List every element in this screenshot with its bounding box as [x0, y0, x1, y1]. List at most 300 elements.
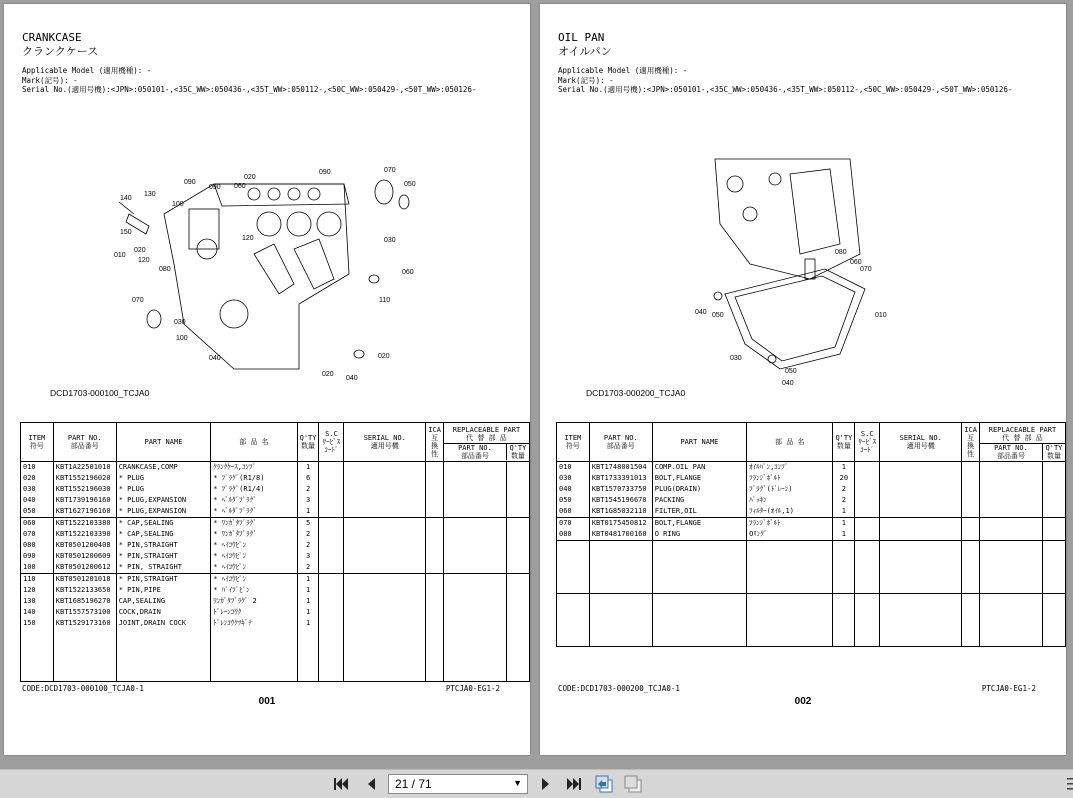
ica-cell [426, 551, 444, 562]
qty-cell: 2 [833, 484, 855, 495]
two-page-view-icon[interactable] [622, 774, 644, 794]
sc-cell [319, 562, 344, 574]
replace-qty-cell [506, 484, 529, 495]
item-cell: 130 [21, 596, 54, 607]
table-row [21, 585, 530, 596]
serial-cell [344, 629, 426, 682]
page-oil-pan [540, 4, 1066, 755]
part-no-cell: KBT1739196160 [53, 495, 116, 506]
jp-name-cell: ｸﾗﾝｸｹｰｽ,ｺﾝﾌﾟ [211, 462, 297, 474]
th-qty: Q'TY 数量 [297, 423, 319, 462]
toolbar-menu-handle[interactable] [1067, 774, 1073, 794]
th-sc: S.C ｻｰﾋﾞｽ ｺｰﾄﾞ [319, 423, 344, 462]
table-row [21, 629, 530, 682]
svg-text:100: 100 [176, 335, 188, 342]
part-no-cell: KBT1733391013 [589, 473, 652, 484]
table-row [21, 618, 530, 629]
replace-part-no-cell [443, 585, 506, 596]
svg-text:040: 040 [695, 309, 707, 316]
part-name-cell: * PLUG [116, 484, 211, 495]
qty-cell: 6 [297, 473, 319, 484]
svg-text:010: 010 [875, 312, 887, 319]
svg-text:120: 120 [242, 235, 254, 242]
jp-name-cell: * ﾌﾟﾗｸﾞ(R1/4) [211, 484, 297, 495]
item-cell: 060 [21, 518, 54, 530]
ica-cell [426, 518, 444, 530]
th-item: ITEM 符号 [21, 423, 54, 462]
part-no-cell: KBT1570733750 [589, 484, 652, 495]
serial-cell [344, 574, 426, 586]
jp-name-cell: * ﾜﾝｶﾞﾀﾌﾟﾗｸﾞ [211, 518, 297, 530]
th-item: ITEM 符号 [557, 423, 590, 462]
part-no-cell: KBT1552196030 [53, 484, 116, 495]
diagram-code: DCD1703-000100_TCJA0 [50, 388, 150, 398]
th-ica: ICA 互 換 性 [962, 423, 980, 462]
replace-part-no-cell [443, 518, 506, 530]
part-no-cell: KBT1529173160 [53, 618, 116, 629]
ica-cell [426, 618, 444, 629]
svg-text:070: 070 [860, 266, 872, 273]
chevron-down-icon: ▼ [513, 778, 522, 788]
serial-cell [344, 495, 426, 506]
sc-cell [855, 506, 880, 518]
ica-cell [962, 484, 980, 495]
serial-cell [880, 462, 962, 474]
qty-cell: 1 [297, 607, 319, 618]
serial-cell [344, 462, 426, 474]
serial-cell [880, 518, 962, 530]
part-name-cell: * PIN,PIPE [116, 585, 211, 596]
item-cell: 140 [21, 607, 54, 618]
sc-cell [319, 607, 344, 618]
part-name-cell: CRANKCASE,COMP [116, 462, 211, 474]
replace-part-no-cell [443, 484, 506, 495]
table-row [557, 506, 1066, 518]
table-row [21, 484, 530, 495]
replace-qty-cell [1042, 541, 1065, 594]
ica-cell [962, 518, 980, 530]
table-row [21, 551, 530, 562]
part-no-cell [589, 541, 652, 594]
qty-cell: 1 [833, 462, 855, 474]
table-row [21, 529, 530, 540]
jp-name-cell: ﾜﾝｶﾞﾀﾌﾟﾗｸﾞ 2 [211, 596, 297, 607]
part-no-cell: KBT0501200612 [53, 562, 116, 574]
part-name-cell [116, 629, 211, 682]
th-part-no: PART NO. 部品番号 [53, 423, 116, 462]
jp-name-cell: ﾊﾟｯｷﾝ [747, 495, 833, 506]
qty-cell: 1 [297, 462, 319, 474]
sc-cell [319, 618, 344, 629]
replace-qty-cell [506, 574, 529, 586]
svg-text:020: 020 [134, 247, 146, 254]
svg-text:040: 040 [346, 375, 358, 382]
replace-qty-cell [1042, 495, 1065, 506]
item-cell: 110 [21, 574, 54, 586]
svg-text:090: 090 [209, 184, 221, 191]
svg-text:050: 050 [785, 368, 797, 375]
replace-part-no-cell [443, 562, 506, 574]
part-no-cell: KBT1685196270 [53, 596, 116, 607]
ica-cell [426, 585, 444, 596]
svg-text:030: 030 [174, 319, 186, 326]
page-title: CRANKCASE [22, 31, 82, 44]
item-cell: 010 [21, 462, 54, 474]
sc-cell [319, 540, 344, 551]
replace-qty-cell [1042, 529, 1065, 541]
jp-name-cell: * ﾍｲｺｳﾋﾟﾝ [211, 551, 297, 562]
part-name-cell [652, 541, 746, 594]
replace-qty-cell [506, 596, 529, 607]
part-no-cell: KBT1545196670 [589, 495, 652, 506]
jp-name-cell: Oﾘﾝｸﾞ [747, 529, 833, 541]
th-jp-name: 部 品 名 [747, 423, 833, 462]
table-row [21, 540, 530, 551]
last-page-icon[interactable] [563, 774, 585, 794]
item-cell: 020 [21, 473, 54, 484]
ica-cell [962, 495, 980, 506]
ica-cell [962, 506, 980, 518]
replace-part-no-cell [979, 495, 1042, 506]
qty-cell: 2 [297, 540, 319, 551]
part-name-cell: FILTER,OIL [652, 506, 746, 518]
diagram-code: DCD1703-000200_TCJA0 [586, 388, 686, 398]
replace-part-no-cell [443, 529, 506, 540]
qty-cell: 3 [297, 495, 319, 506]
qty-cell: 1 [297, 506, 319, 518]
serial-cell [344, 506, 426, 518]
part-name-cell: * PIN, STRAIGHT [116, 562, 211, 574]
replace-qty-cell [506, 473, 529, 484]
replace-qty-cell [506, 618, 529, 629]
serial-cell [880, 529, 962, 541]
th-part-no: PART NO. 部品番号 [589, 423, 652, 462]
th-serial: SERIAL NO. 適用号機 [880, 423, 962, 462]
replace-part-no-cell [979, 484, 1042, 495]
oil-pan-diagram [690, 154, 910, 389]
th-ica: ICA 互 換 性 [426, 423, 444, 462]
jp-name-cell: * ﾍｲｺｳﾋﾟﾝ [211, 562, 297, 574]
part-name-cell: * CAP,SEALING [116, 518, 211, 530]
sc-cell [855, 484, 880, 495]
ica-cell [962, 529, 980, 541]
ica-cell [962, 473, 980, 484]
svg-text:090: 090 [319, 169, 331, 176]
item-cell: 120 [21, 585, 54, 596]
item-cell [557, 541, 590, 594]
qty-cell: 1 [297, 574, 319, 586]
jp-name-cell: ﾌﾗﾝｼﾞﾎﾞﾙﾄ [747, 518, 833, 530]
single-page-view-icon[interactable] [593, 774, 615, 794]
ica-cell [426, 495, 444, 506]
serial-info: Serial No.(適用号機):<JPN>:050101-,<35C_WW>:050436-,<35T_WW>:050112-,<50C_WW>:050429-,<50T_WW>:050126- [22, 85, 477, 94]
replace-part-no-cell [979, 529, 1042, 541]
prev-page-icon[interactable] [360, 774, 382, 794]
serial-cell [880, 506, 962, 518]
svg-text:070: 070 [132, 297, 144, 304]
replace-qty-cell [506, 495, 529, 506]
sc-cell [319, 518, 344, 530]
svg-text:100: 100 [172, 201, 184, 208]
qty-cell: 1 [833, 529, 855, 541]
replace-part-no-cell [979, 594, 1042, 647]
replace-part-no-cell [443, 462, 506, 474]
item-cell: 090 [21, 551, 54, 562]
table-row [557, 529, 1066, 541]
replace-qty-cell [1042, 462, 1065, 474]
qty-cell: 1 [833, 506, 855, 518]
serial-cell [344, 529, 426, 540]
item-cell: 030 [557, 473, 590, 484]
footer-code: CODE:DCD1703-000100_TCJA0-1 [22, 684, 144, 693]
jp-name-cell: * ﾊﾟｲﾌﾟﾋﾟﾝ [211, 585, 297, 596]
part-no-cell: KBT1G85032110 [589, 506, 652, 518]
replace-part-no-cell [443, 574, 506, 586]
ica-cell [426, 607, 444, 618]
jp-name-cell [211, 629, 297, 682]
table-row [21, 506, 530, 518]
svg-text:030: 030 [384, 237, 396, 244]
part-name-cell: CAP,SEALING [116, 596, 211, 607]
sc-cell [319, 585, 344, 596]
jp-name-cell: * ﾍｲｺｳﾋﾟﾝ [211, 540, 297, 551]
sc-cell [855, 541, 880, 594]
part-name-cell: JOINT,DRAIN COCK [116, 618, 211, 629]
parts-table [556, 422, 1066, 647]
replace-qty-cell [506, 518, 529, 530]
table-row [557, 518, 1066, 530]
th-jp-name: 部 品 名 [211, 423, 297, 462]
jp-name-cell: ﾄﾞﾚｰﾝｺｳｸ [211, 607, 297, 618]
jp-name-cell: ﾄﾞﾚﾝｺｳｸﾂｷﾞﾃ [211, 618, 297, 629]
svg-text:040: 040 [782, 380, 794, 387]
part-no-cell: KBT0175450812 [589, 518, 652, 530]
qty-cell: 2 [297, 529, 319, 540]
mark: Mark(記号): - [22, 75, 78, 85]
sc-cell [855, 529, 880, 541]
footer-ref: PTCJA0-EG1-2 [445, 684, 500, 693]
qty-cell [833, 594, 855, 647]
sc-cell [319, 495, 344, 506]
sc-cell [855, 462, 880, 474]
serial-cell [344, 484, 426, 495]
sc-cell [855, 594, 880, 647]
qty-cell: 3 [297, 551, 319, 562]
qty-cell: 2 [297, 562, 319, 574]
part-name-cell: BOLT,FLANGE [652, 473, 746, 484]
replace-part-no-cell [443, 540, 506, 551]
replace-qty-cell [506, 540, 529, 551]
th-replaceable: REPLACEABLE PART 代 替 部 品 PART NO. 部品番号 Q'TY 数量 [979, 423, 1065, 462]
replace-qty-cell [506, 562, 529, 574]
sc-cell [855, 495, 880, 506]
applicable-model: Applicable Model (適用機種): - [22, 66, 152, 75]
ica-cell [426, 574, 444, 586]
jp-name-cell: * ﾍｲｺｳﾋﾟﾝ [211, 574, 297, 586]
table-row [557, 473, 1066, 484]
qty-cell: 1 [297, 618, 319, 629]
replace-qty-cell [506, 529, 529, 540]
jp-name-cell: * ﾍﾞﾙﾀﾞﾌﾟﾗｸﾞ [211, 495, 297, 506]
replace-part-no-cell [443, 607, 506, 618]
ica-cell [426, 562, 444, 574]
part-name-cell: COCK,DRAIN [116, 607, 211, 618]
th-replaceable: REPLACEABLE PART 代 替 部 品 PART NO. 部品番号 Q'TY 数量 [443, 423, 529, 462]
jp-name-cell [747, 541, 833, 594]
replace-qty-cell [506, 607, 529, 618]
svg-text:030: 030 [730, 355, 742, 362]
sc-cell [319, 506, 344, 518]
item-cell: 050 [557, 495, 590, 506]
part-name-cell: * PIN,STRAIGHT [116, 540, 211, 551]
th-part-name: PART NAME [652, 423, 746, 462]
serial-cell [880, 495, 962, 506]
table-row [557, 594, 1066, 647]
svg-text:060: 060 [234, 183, 246, 190]
part-no-cell: KBT1522103380 [53, 518, 116, 530]
table-row [557, 541, 1066, 594]
th-qty: Q'TY 数量 [833, 423, 855, 462]
item-cell [557, 594, 590, 647]
table-row [21, 473, 530, 484]
part-no-cell [53, 629, 116, 682]
serial-cell [880, 594, 962, 647]
sc-cell [319, 529, 344, 540]
replace-qty-cell [1042, 518, 1065, 530]
svg-text:070: 070 [384, 167, 396, 174]
item-cell: 050 [21, 506, 54, 518]
page-indicator-text: 21 / 71 [395, 777, 432, 791]
applicable-model: Applicable Model (適用機種): - [558, 66, 688, 75]
qty-cell [833, 541, 855, 594]
part-no-cell: KBT0501200609 [53, 551, 116, 562]
page-title-jp: オイルパン [558, 45, 612, 58]
replace-part-no-cell [443, 629, 506, 682]
replace-qty-cell [506, 506, 529, 518]
replace-part-no-cell [443, 551, 506, 562]
part-no-cell: KBT0501200408 [53, 540, 116, 551]
first-page-icon[interactable] [330, 774, 352, 794]
replace-part-no-cell [443, 473, 506, 484]
item-cell: 030 [21, 484, 54, 495]
part-name-cell: * PLUG,EXPANSION [116, 506, 211, 518]
replace-qty-cell [1042, 506, 1065, 518]
part-name-cell: * PIN,STRAIGHT [116, 574, 211, 586]
part-name-cell: COMP.OIL PAN [652, 462, 746, 474]
jp-name-cell: * ﾌﾟﾗｸﾞ(R1/8) [211, 473, 297, 484]
part-no-cell: KBT1522103390 [53, 529, 116, 540]
replace-qty-cell [1042, 473, 1065, 484]
svg-text:110: 110 [379, 297, 391, 304]
ica-cell [962, 462, 980, 474]
meta-block [22, 66, 476, 95]
serial-info: Serial No.(適用号機):<JPN>:050101-,<35C_WW>:050436-,<35T_WW>:050112-,<50C_WW>:050429-,<50T_WW>:050126- [558, 85, 1013, 94]
svg-text:010: 010 [114, 252, 126, 259]
next-page-icon[interactable] [535, 774, 557, 794]
part-name-cell: * CAP,SEALING [116, 529, 211, 540]
svg-text:020: 020 [244, 174, 256, 181]
ica-cell [962, 541, 980, 594]
qty-cell: 1 [297, 585, 319, 596]
item-cell [21, 629, 54, 682]
svg-text:050: 050 [404, 181, 416, 188]
part-name-cell: PACKING [652, 495, 746, 506]
page-number: 001 [258, 696, 276, 707]
ica-cell [426, 529, 444, 540]
jp-name-cell: ﾌｨﾙﾀｰ(ｵｲﾙ,1) [747, 506, 833, 518]
sc-cell [855, 518, 880, 530]
serial-cell [344, 607, 426, 618]
replace-part-no-cell [443, 495, 506, 506]
qty-cell [297, 629, 319, 682]
svg-text:060: 060 [402, 269, 414, 276]
ica-cell [426, 462, 444, 474]
th-serial: SERIAL NO. 適用号機 [344, 423, 426, 462]
sc-cell [319, 462, 344, 474]
table-row [21, 562, 530, 574]
serial-cell [344, 618, 426, 629]
table-row [21, 495, 530, 506]
item-cell: 080 [21, 540, 54, 551]
replace-part-no-cell [979, 462, 1042, 474]
footer-code: CODE:DCD1703-000200_TCJA0-1 [558, 684, 680, 693]
ica-cell [426, 596, 444, 607]
jp-name-cell: ﾌﾗﾝｼﾞﾎﾞﾙﾄ [747, 473, 833, 484]
viewer-toolbar [0, 769, 1073, 798]
part-name-cell: BOLT,FLANGE [652, 518, 746, 530]
page-indicator-select[interactable] [388, 774, 528, 794]
part-name-cell: PLUG(DRAIN) [652, 484, 746, 495]
replace-qty-cell [506, 629, 529, 682]
svg-text:080: 080 [835, 249, 847, 256]
ica-cell [426, 629, 444, 682]
page-crankcase [4, 4, 530, 755]
page-title: OIL PAN [558, 31, 605, 44]
part-no-cell [589, 594, 652, 647]
meta-block [558, 66, 1012, 95]
serial-cell [344, 551, 426, 562]
replace-qty-cell [1042, 484, 1065, 495]
svg-text:080: 080 [159, 266, 171, 273]
serial-cell [344, 473, 426, 484]
serial-cell [344, 540, 426, 551]
part-no-cell: KBT0481700160 [589, 529, 652, 541]
ica-cell [426, 506, 444, 518]
svg-text:040: 040 [209, 355, 221, 362]
part-name-cell: * PIN,STRAIGHT [116, 551, 211, 562]
item-cell: 040 [557, 484, 590, 495]
replace-part-no-cell [979, 506, 1042, 518]
ica-cell [962, 594, 980, 647]
replace-part-no-cell [979, 541, 1042, 594]
ica-cell [426, 484, 444, 495]
table-row [21, 574, 530, 586]
jp-name-cell [747, 594, 833, 647]
replace-part-no-cell [443, 596, 506, 607]
item-cell: 060 [557, 506, 590, 518]
part-no-cell: KBT1A22501010 [53, 462, 116, 474]
serial-cell [880, 541, 962, 594]
svg-text:020: 020 [322, 371, 334, 378]
part-no-cell: KBT1748001504 [589, 462, 652, 474]
replace-part-no-cell [979, 518, 1042, 530]
qty-cell: 1 [297, 596, 319, 607]
part-no-cell: KBT0501201018 [53, 574, 116, 586]
replace-part-no-cell [979, 473, 1042, 484]
sc-cell [319, 484, 344, 495]
table-row [557, 462, 1066, 474]
svg-text:050: 050 [712, 312, 724, 319]
